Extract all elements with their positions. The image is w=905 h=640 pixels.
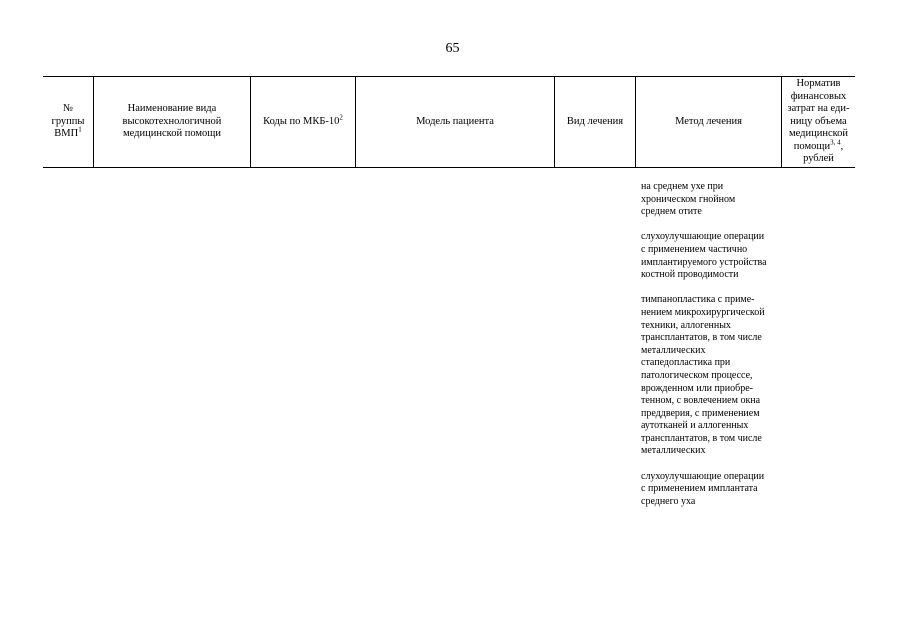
- header-icd-codes-label: Коды по МКБ-$10^2$: [263, 113, 343, 127]
- header-cell-icd-codes: [251, 77, 356, 167]
- header-care-type-name-label: Наименование вида высокотехнологичной медицинской помощи: [122, 103, 222, 140]
- treatment-method-item: слухоулучшающие операции с применением имплантата среднего уха: [641, 470, 765, 507]
- page-number: 65: [445, 41, 460, 56]
- header-cell-treatment-type: [555, 77, 636, 167]
- footnote-mark: 1: [78, 125, 82, 134]
- header-treatment-type-label: Вид лечения: [566, 115, 624, 127]
- header-cost-standard-label: Норматив финансовых затрат на еди- ницу объема медицинской помощи$^{3, 4}$, рублей: [787, 78, 850, 165]
- treatment-method-list: [641, 181, 791, 521]
- header-cell-care-type-name: [94, 77, 251, 167]
- header-cell-group-number: [43, 77, 94, 167]
- header-cell-cost-standard: [782, 77, 855, 167]
- header-group-number-label: № группы ВМП$^1$: [51, 103, 85, 140]
- treatment-method-item: слухоулучшающие операции с применением частично имплантируемого устройства костной проводимости: [641, 231, 767, 281]
- footnote-mark: 2: [339, 113, 343, 122]
- header-treatment-method-label: Метод лечения: [675, 115, 742, 127]
- treatment-method-item: тимпанопластика с приме- нением микрохирургической техники, аллогенных трансплантатов, в том числе металлических стапедопластика при патологическом процессе, врожденном или приобре- тенном, с вовлечением окна преддверия, с применением аутотканей и аллогенных трансплантатов, в том числе металлических: [641, 294, 765, 457]
- header-cell-patient-model: [356, 77, 555, 167]
- header-cell-treatment-method: [636, 77, 782, 167]
- table-header: [43, 76, 855, 168]
- footnote-mark: 3, 4: [830, 138, 841, 147]
- treatment-method-item: на среднем ухе при хроническом гнойном среднем отите: [641, 181, 736, 218]
- header-patient-model-label: Модель пациента: [416, 115, 494, 127]
